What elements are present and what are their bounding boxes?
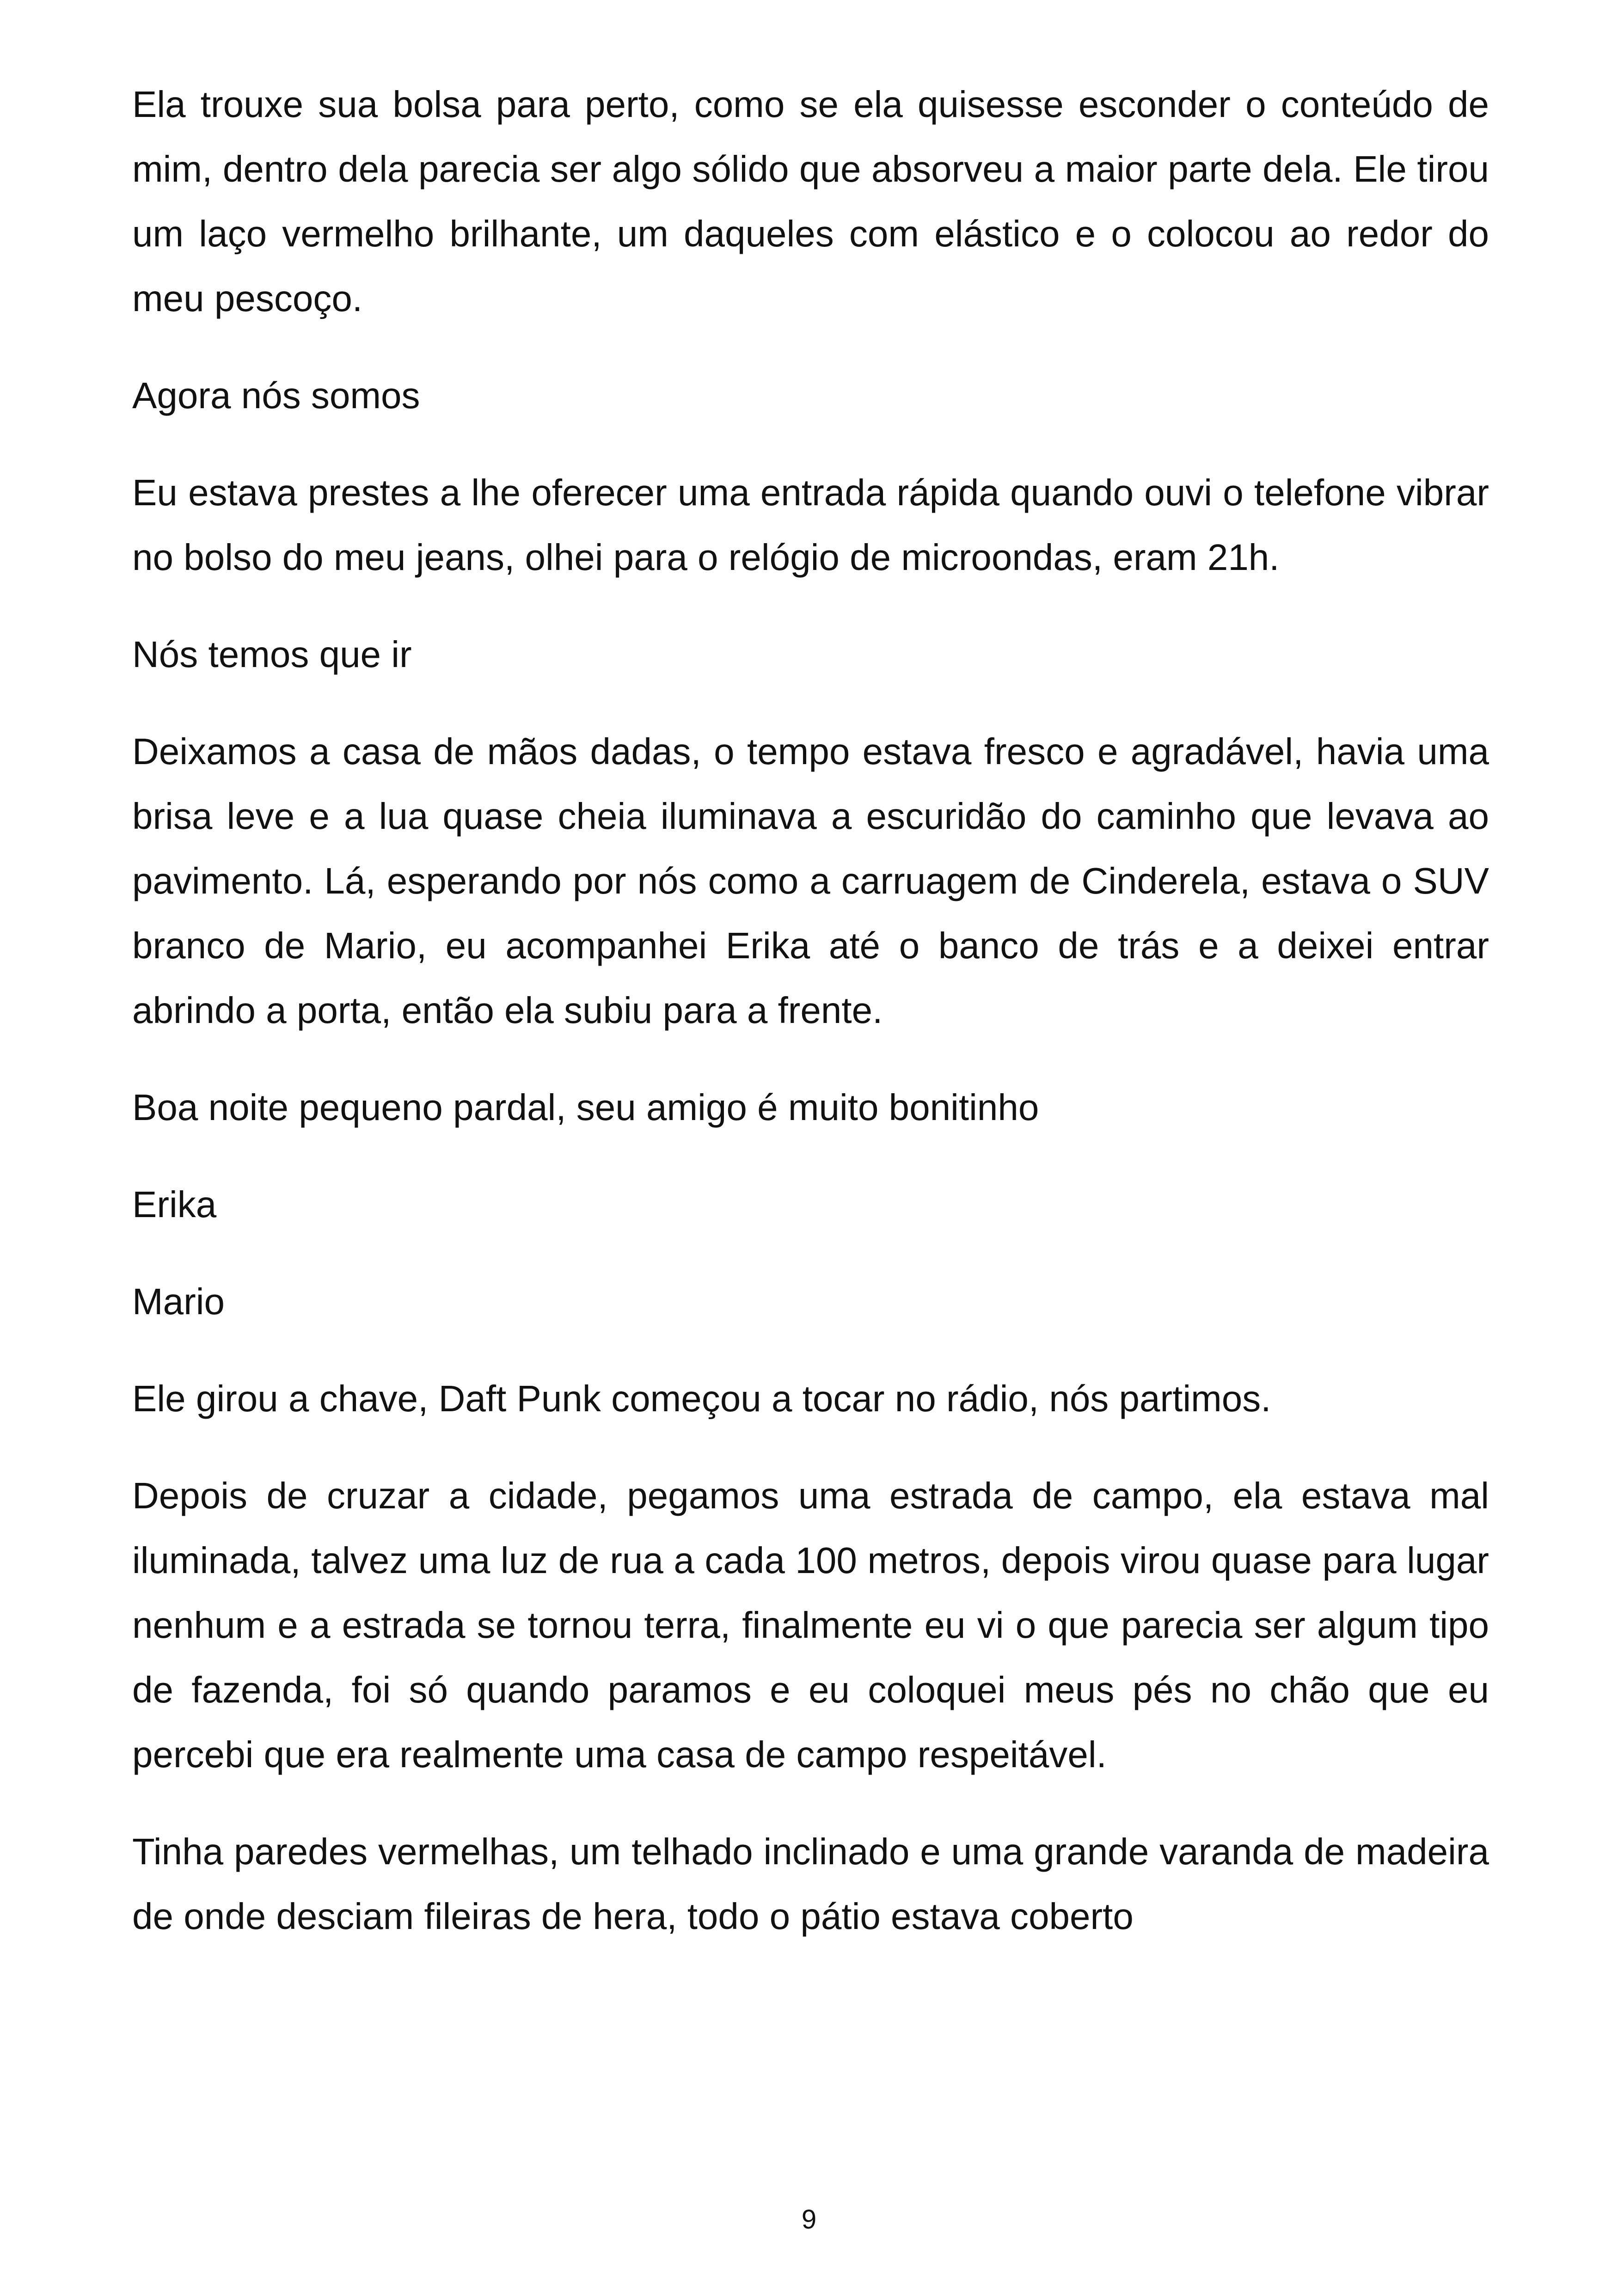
paragraph-9: Ele girou a chave, Daft Punk começou a tocar no rádio, nós partimos. xyxy=(132,1378,1271,1419)
paragraph-8: Mario xyxy=(132,1281,225,1322)
paragraph-7: Erika xyxy=(132,1184,217,1225)
paragraph-6: Boa noite pequeno pardal, seu amigo é muito bonitinho xyxy=(132,1087,1039,1128)
body-text xyxy=(132,72,1489,1981)
paragraph-3: Eu estava prestes a lhe oferecer uma entrada rápida quando ouvi o telefone vibrar no bolso do meu jeans, olhei para o relógio de microondas, eram 21h. xyxy=(132,472,1489,578)
paragraph-2: Agora nós somos xyxy=(132,375,420,416)
paragraph-5: Deixamos a casa de mãos dadas, o tempo estava fresco e agradável, havia uma brisa leve e a lua quase cheia iluminava a escuridão do caminho que levava ao pavimento. Lá, esperando por nós como a carruagem de Cinderela, estava o SUV branco de Mario, eu acompanhei Erika até o banco de trás e a deixei entrar abrindo a porta, então ela subiu para a frente. xyxy=(132,731,1489,1031)
paragraph-11: Tinha paredes vermelhas, um telhado inclinado e uma grande varanda de madeira de onde desciam fileiras de hera, todo o pátio estava coberto xyxy=(132,1831,1489,1937)
paragraph-10: Depois de cruzar a cidade, pegamos uma estrada de campo, ela estava mal iluminada, talvez uma luz de rua a cada 100 metros, depois virou quase para lugar nenhum e a estrada se tornou terra, finalmente eu vi o que parecia ser algum tipo de fazenda, foi só quando paramos e eu coloquei meus pés no chão que eu percebi que era realmente uma casa de campo respeitável. xyxy=(132,1475,1489,1775)
paragraph-1: Ela trouxe sua bolsa para perto, como se ela quisesse esconder o conteúdo de mim, dentro dela parecia ser algo sólido que absorveu a maior parte dela. Ele tirou um laço vermelho brilhante, um daqueles com elástico e o colocou ao redor do meu pescoço. xyxy=(132,84,1489,319)
paragraph-4: Nós temos que ir xyxy=(132,634,412,675)
page-number: 9 xyxy=(801,2204,817,2235)
